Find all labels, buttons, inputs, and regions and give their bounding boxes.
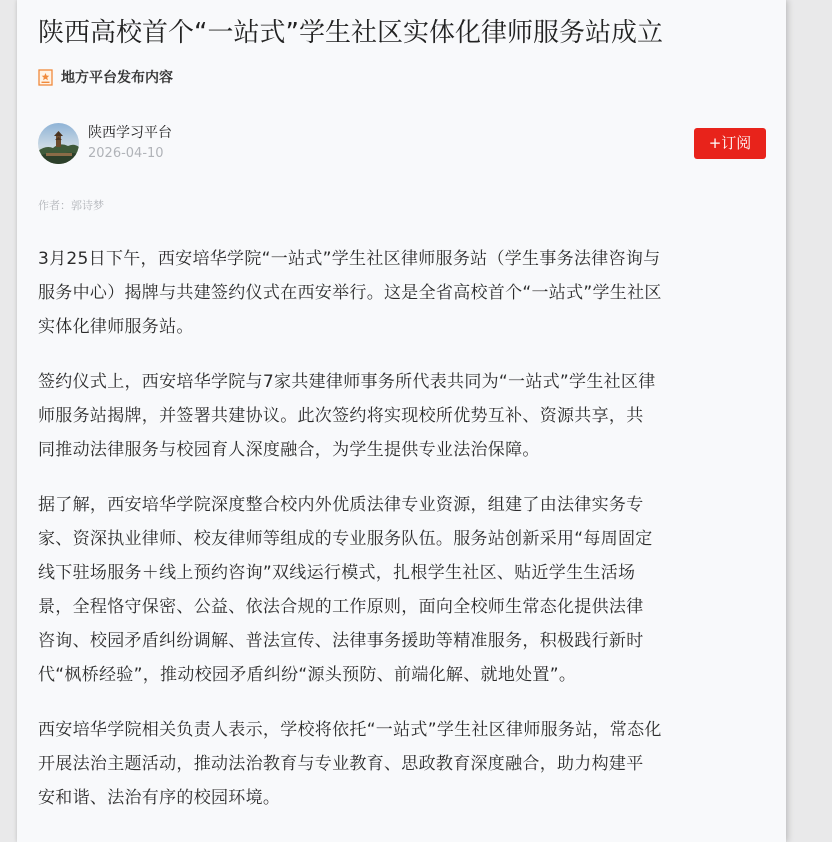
paragraph-line: 家、资深执业律师、校友律师等组成的专业服务队伍。服务站创新采用“每周固定 (38, 529, 653, 549)
publish-date: 2026-04-10 (88, 146, 164, 161)
article-paragraph (38, 365, 768, 467)
article-page (17, 0, 786, 842)
publisher-avatar[interactable] (38, 123, 79, 164)
publisher-name[interactable]: 陕西学习平台 (88, 125, 172, 141)
source-row (38, 66, 173, 88)
article-paragraph (38, 242, 768, 344)
article-body (38, 242, 768, 836)
medal-badge-icon (38, 69, 53, 86)
author-block (38, 122, 766, 164)
paragraph-line: 师服务站揭牌，并签署共建协议。此次签约将实现校所优势互补、资源共享，共 (38, 406, 644, 426)
paragraph-line: 安和谐、法治有序的校园环境。 (38, 788, 281, 808)
paragraph-line: 线下驻场服务＋线上预约咨询”双线运行模式，扎根学生社区、贴近学生生活场 (38, 563, 636, 583)
paragraph-line: 实体化律师服务站。 (38, 317, 194, 337)
paragraph-line: 咨询、校园矛盾纠纷调解、普法宣传、法律事务援助等精准服务，积极践行新时 (38, 631, 644, 651)
paragraph-line: 代“枫桥经验”，推动校园矛盾纠纷“源头预防、前端化解、就地处置”。 (38, 665, 577, 685)
author-byline: 作者：郭诗梦 (38, 199, 104, 212)
subscribe-button[interactable]: +订阅 (694, 128, 766, 159)
article-paragraph (38, 488, 768, 692)
paragraph-line: 景，全程恪守保密、公益、依法合规的工作原则，面向全校师生常态化提供法律 (38, 597, 644, 617)
paragraph-line: 服务中心）揭牌与共建签约仪式在西安举行。这是全省高校首个“一站式”学生社区 (38, 283, 662, 303)
paragraph-line: 3月25日下午，西安培华学院“一站式”学生社区律师服务站（学生事务法律咨询与 (38, 249, 661, 269)
paragraph-line: 签约仪式上，西安培华学院与7家共建律师事务所代表共同为“一站式”学生社区律 (38, 372, 656, 392)
paragraph-line: 据了解，西安培华学院深度整合校内外优质法律专业资源，组建了由法律实务专 (38, 495, 644, 515)
paragraph-line: 开展法治主题活动，推动法治教育与专业教育、思政教育深度融合，助力构建平 (38, 754, 644, 774)
paragraph-line: 同推动法律服务与校园育人深度融合，为学生提供专业法治保障。 (38, 440, 540, 460)
article-title: 陕西高校首个“一站式”学生社区实体化律师服务站成立 (38, 18, 663, 48)
article-paragraph (38, 713, 768, 815)
paragraph-line: 西安培华学院相关负责人表示，学校将依托“一站式”学生社区律师服务站，常态化 (38, 720, 662, 740)
source-label: 地方平台发布内容 (61, 70, 173, 86)
